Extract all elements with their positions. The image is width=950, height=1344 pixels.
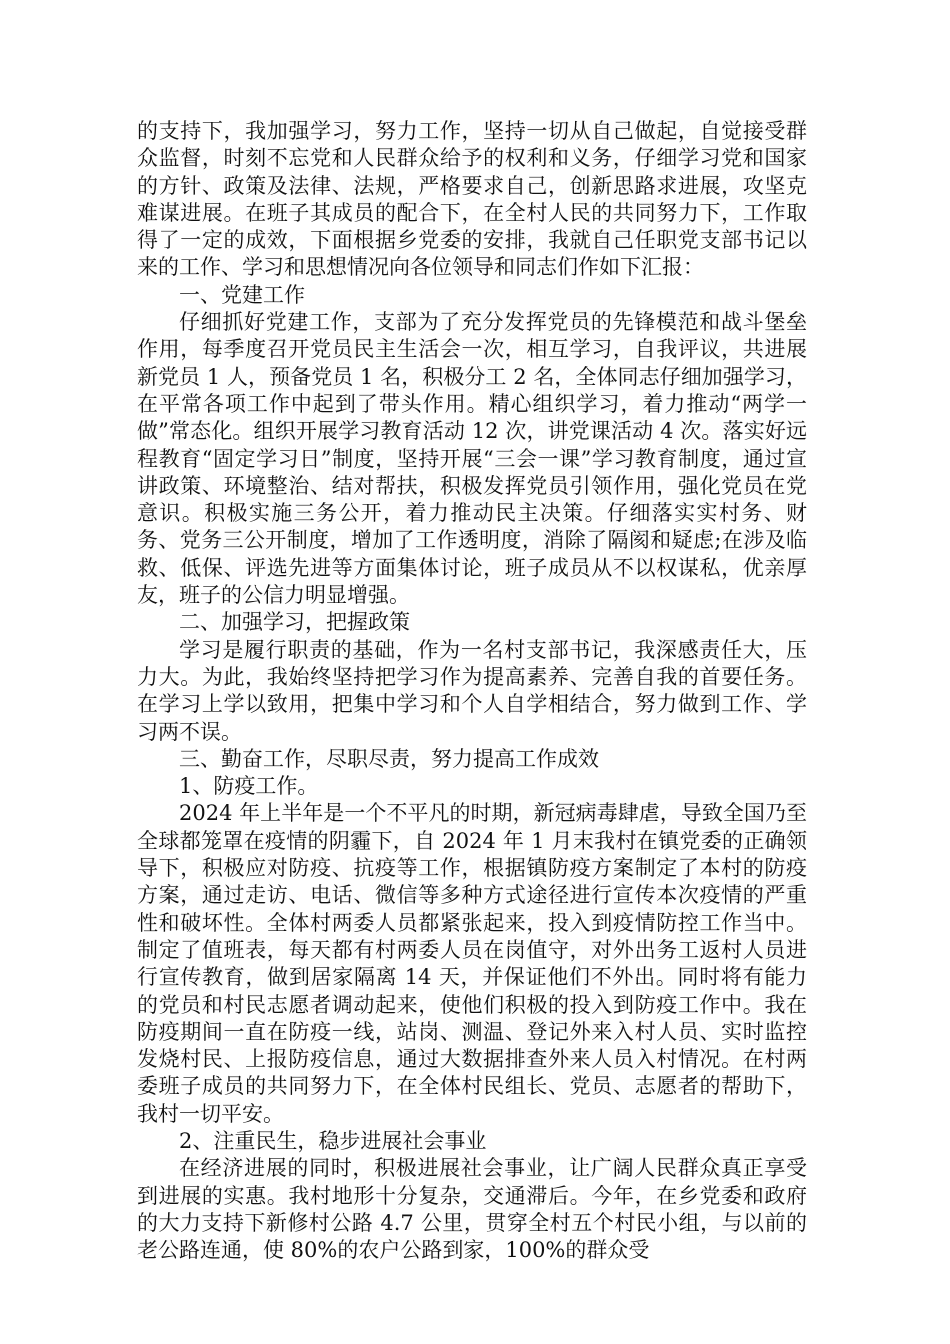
- section-heading-party-building: 一、党建工作: [179, 282, 305, 307]
- body-paragraph: 仔细抓好党建工作，支部为了充分发挥党员的先锋模范和战斗堡垒作用，每季度召开党员民主生活会一次，相互学习，自我评议，共进展新党员 1 人，预备党员 1 名，积极分工 2 名，全体同志仔细加强学习，在平常各项工作中起到了带头作用。精心组织学习，着力推动“两学一做”常态化。组织开展学习教育活动 12 次，讲党课活动 4 次。落实好远程教育“固定学习日”制度，坚持开展“三会一课”学习教育制度，通过宣讲政策、环境整治、结对帮扶，积极发挥党员引领作用，强化党员在党意识。积极实施三务公开，着力推动民主决策。仔细落实实村务、财务、党务三公开制度，增加了工作透明度，消除了隔阂和疑虑;在涉及临救、低保、评选先进等方面集体讨论，班子成员从不以权谋私，优亲厚友，班子的公信力明显增强。: [137, 310, 807, 608]
- subsection-heading-livelihood: 2、注重民生，稳步进展社会事业: [179, 1128, 487, 1153]
- body-paragraph: 学习是履行职责的基础，作为一名村支部书记，我深感责任大，压力大。为此，我始终坚持把学习作为提高素养、完善自我的首要任务。在学习上学以致用，把集中学习和个人自学相结合，努力做到工作、学习两不误。: [137, 637, 807, 744]
- section-heading-study: 二、加强学习，把握政策: [179, 610, 410, 635]
- section-heading-work: 三、勤奋工作，尽职尽责，努力提高工作成效: [179, 746, 599, 771]
- body-paragraph: 的支持下，我加强学习，努力工作，坚持一切从自己做起，自觉接受群众监督，时刻不忘党和人民群众给予的权利和义务，仔细学习党和国家的方针、政策及法律、法规，严格要求自己，创新思路求进展，攻坚克难谋进展。在班子其成员的配合下，在全村人民的共同努力下，工作取得了一定的成效，下面根据乡党委的安排，我就自己任职党支部书记以来的工作、学习和思想情况向各位领导和同志们作如下汇报：: [137, 119, 807, 280]
- subsection-heading-epidemic: 1、防疫工作。: [179, 774, 319, 799]
- body-paragraph: 在经济进展的同时，积极进展社会事业，让广阔人民群众真正享受到进展的实惠。我村地形十分复杂，交通滞后。今年，在乡党委和政府的大力支持下新修村公路 4.7 公里，贯穿全村五个村民小组，与以前的老公路连通，使 80%的农户公路到家，100%的群众受: [137, 1156, 807, 1263]
- body-paragraph: 2024 年上半年是一个不平凡的时期，新冠病毒肆虐，导致全国乃至全球都笼罩在疫情的阴霾下，自 2024 年 1 月末我村在镇党委的正确领导下，积极应对防疫、抗疫等工作，根据镇防疫方案制定了本村的防疫方案，通过走访、电话、微信等多种方式途径进行宣传本次疫情的严重性和破坏性。全体村两委人员都紧张起来，投入到疫情防控工作当中。制定了值班表，每天都有村两委人员在岗值守，对外出务工返村人员进行宣传教育，做到居家隔离 14 天，并保证他们不外出。同时将有能力的党员和村民志愿者调动起来，使他们积极的投入到防疫工作中。我在防疫期间一直在防疫一线，站岗、测温、登记外来入村人员、实时监控发烧村民、上报防疫信息，通过大数据排查外来人员入村情况。在村两委班子成员的共同努力下，在全体村民组长、党员、志愿者的帮助下，我村一切平安。: [137, 801, 807, 1126]
- document-page: [137, 118, 807, 1264]
